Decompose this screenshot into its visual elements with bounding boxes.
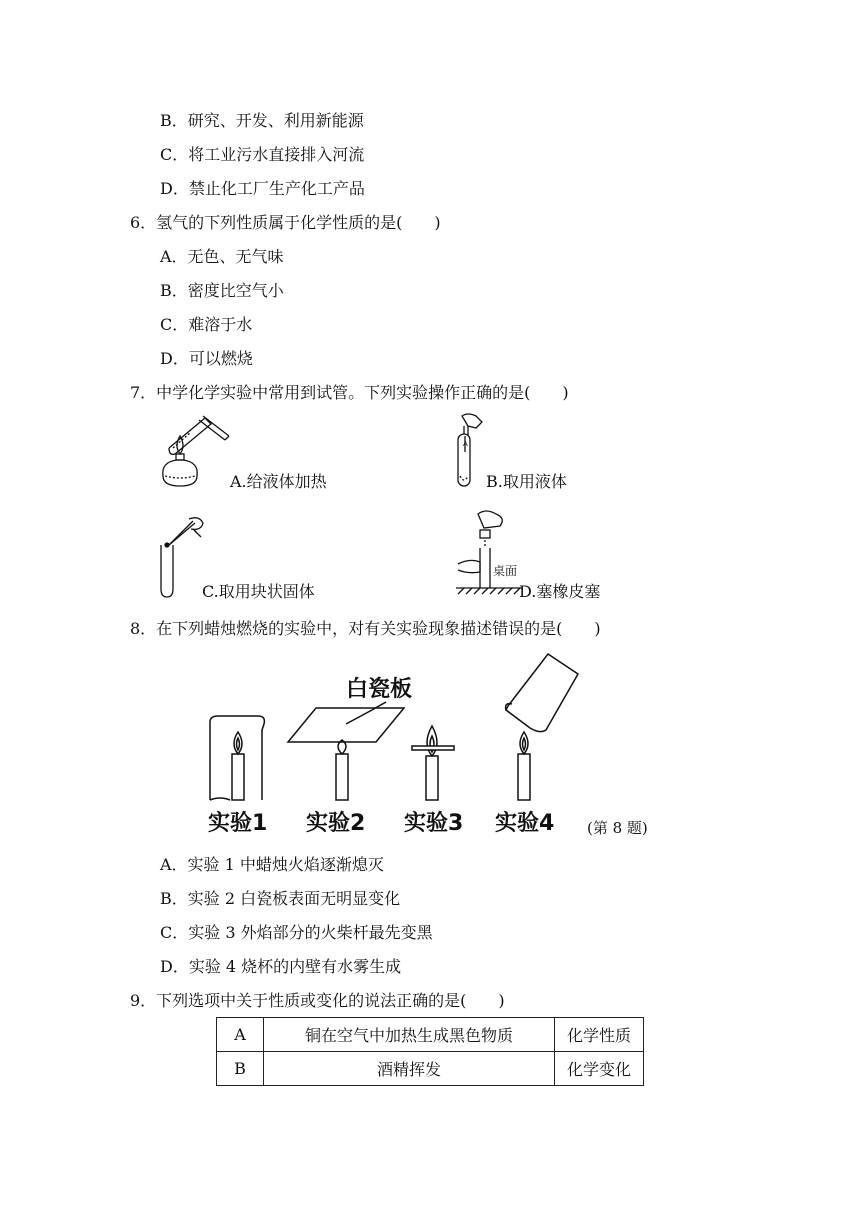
q8-option-c: C．实验 3 外焰部分的火柴杆最先变黑 <box>160 923 433 942</box>
q7-fig-d-rubber-stopper <box>456 508 522 600</box>
table-row <box>217 1052 644 1086</box>
q7-desk-label: 桌面 <box>493 564 518 578</box>
q6-option-d: D．可以燃烧 <box>160 349 253 368</box>
q7-stem: 7．中学化学实验中常用到试管。下列实验操作正确的是( ) <box>130 383 569 402</box>
q8-experiment-3-label: 实验3 <box>404 811 464 836</box>
q9-row-b-type: 化学变化 <box>555 1052 644 1086</box>
q8-figure-caption: (第 8 题) <box>587 819 648 837</box>
q6-stem: 6．氢气的下列性质属于化学性质的是( ) <box>130 213 441 232</box>
table-row <box>217 1018 644 1052</box>
q8-option-d: D．实验 4 烧杯的内壁有水雾生成 <box>160 957 402 976</box>
q7-fig-c-block-solid <box>155 515 207 599</box>
q8-option-b: B．实验 2 白瓷板表面无明显变化 <box>160 889 401 908</box>
q9-row-a-key: A <box>217 1018 264 1052</box>
q9-row-a-content: 铜在空气中加热生成黑色物质 <box>264 1018 555 1052</box>
q7-caption-a: A.给液体加热 <box>230 472 327 491</box>
q9-options-table <box>216 1017 644 1086</box>
q8-option-a: A．实验 1 中蜡烛火焰逐渐熄灭 <box>160 855 384 874</box>
q6-option-a: A．无色、无气味 <box>160 247 284 266</box>
q7-caption-b: B.取用液体 <box>486 472 567 491</box>
q8-experiment-2-label: 实验2 <box>306 811 366 836</box>
q5-option-c: C．将工业污水直接排入河流 <box>160 145 365 164</box>
q5-option-d: D．禁止化工厂生产化工产品 <box>160 179 365 198</box>
q9-row-b-content: 酒精挥发 <box>264 1052 555 1086</box>
q8-stem: 8．在下列蜡烛燃烧的实验中，对有关实验现象描述错误的是( ) <box>130 619 601 638</box>
q7-fig-b-taking-liquid <box>448 412 490 492</box>
svg-text:A: A <box>463 440 468 448</box>
q8-experiment-1-label: 实验1 <box>208 811 268 836</box>
q7-fig-a-heating-liquid <box>155 410 235 492</box>
q8-porcelain-plate-label: 白瓷板 <box>346 677 413 702</box>
q5-option-b: B．研究、开发、利用新能源 <box>160 111 364 130</box>
q6-option-c: C．难溶于水 <box>160 315 253 334</box>
q9-stem: 9．下列选项中关于性质或变化的说法正确的是( ) <box>130 991 505 1010</box>
q9-row-a-type: 化学性质 <box>555 1018 644 1052</box>
q6-option-b: B．密度比空气小 <box>160 281 284 300</box>
q9-row-b-key: B <box>217 1052 264 1086</box>
q8-experiment-4-label: 实验4 <box>495 811 555 836</box>
q7-caption-c: C.取用块状固体 <box>202 582 315 601</box>
q7-caption-d: D.塞橡皮塞 <box>519 582 601 601</box>
